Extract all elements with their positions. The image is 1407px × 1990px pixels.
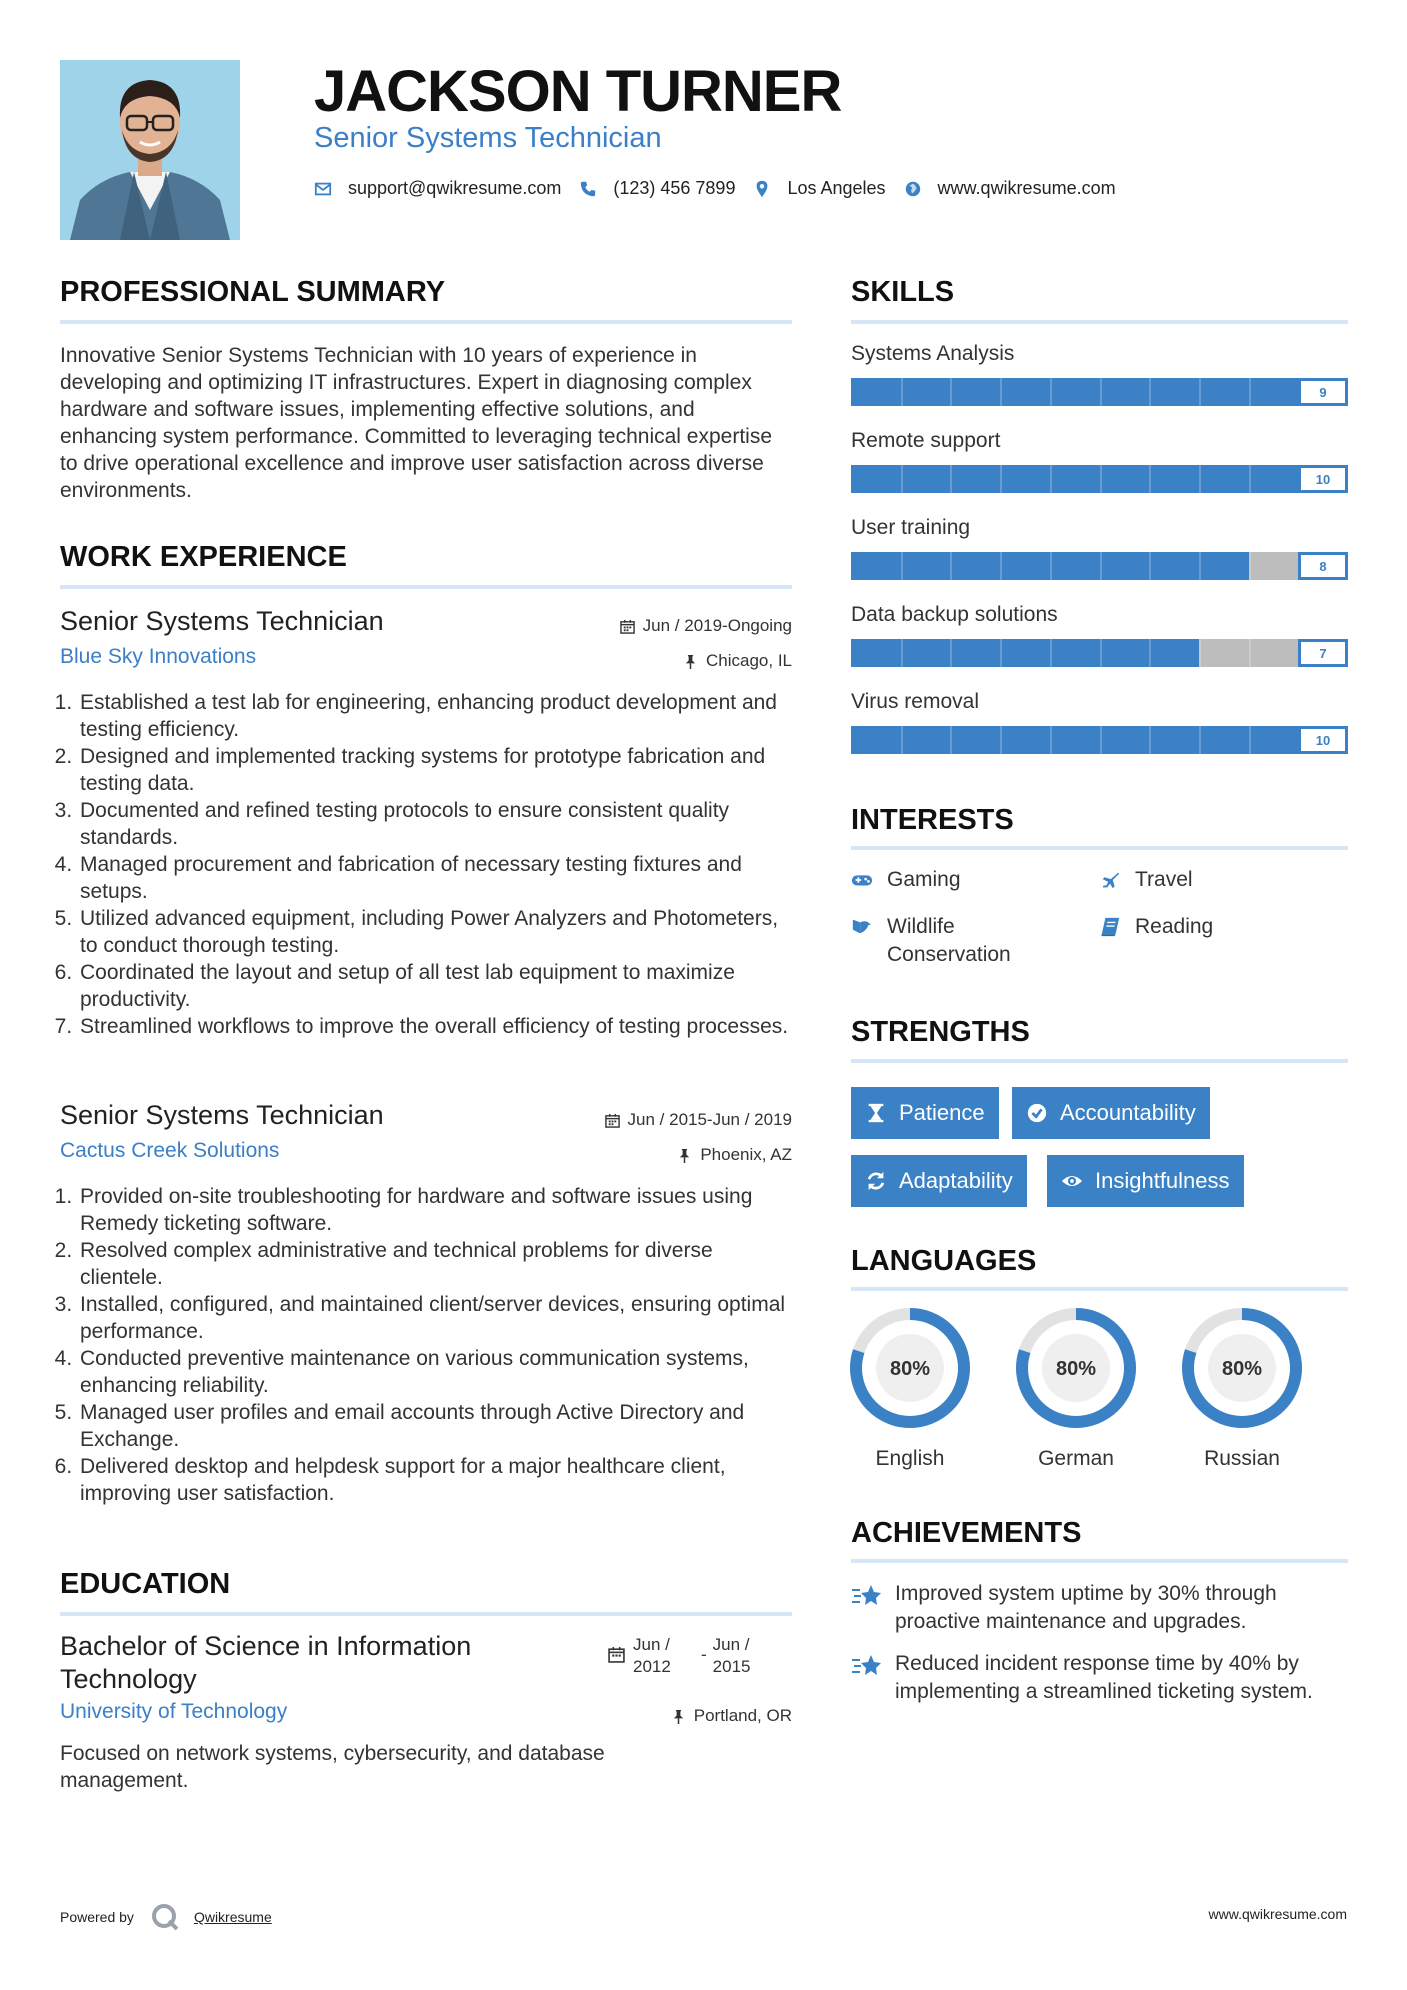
- skill-segment-divider: [1249, 378, 1251, 406]
- language-name: Russian: [1204, 1447, 1280, 1470]
- skill-segment-divider: [1050, 552, 1052, 580]
- duty-item: 5. Utilized advanced equipment, including Power Analyzers and Photometers, to conduct thorough testing.: [78, 905, 792, 959]
- skill-segment-divider: [1149, 378, 1151, 406]
- skills-rule: [851, 320, 1348, 324]
- work-rule: [60, 585, 792, 589]
- candidate-name: JACKSON TURNER: [314, 59, 842, 124]
- duty-item: 1. Established a test lab for engineering, enhancing product development and testing efficiency.: [78, 689, 792, 743]
- job-dates: [620, 616, 792, 636]
- skill-segment-divider: [950, 726, 952, 754]
- skill-segment-divider: [901, 726, 903, 754]
- check-circle-icon: [1026, 1102, 1048, 1124]
- language-percent: 80%: [1055, 1358, 1097, 1380]
- interest-item: [1099, 913, 1213, 941]
- skill-level-fill: [851, 378, 1298, 406]
- job-dates: [605, 1110, 792, 1130]
- contact-phone[interactable]: [579, 178, 735, 199]
- skill-segment-divider: [950, 639, 952, 667]
- work-heading: WORK EXPERIENCE: [60, 541, 347, 573]
- interests-rule: [851, 846, 1348, 850]
- skill-segment-divider: [1249, 726, 1251, 754]
- skill-segment-divider: [1100, 639, 1102, 667]
- skill-segment-divider: [1100, 378, 1102, 406]
- bird-icon: [851, 916, 873, 938]
- job-duties: [78, 1183, 792, 1507]
- achievements-heading: ACHIEVEMENTS: [851, 1517, 1082, 1549]
- eye-icon: [1061, 1170, 1083, 1192]
- education-location: [671, 1706, 792, 1726]
- skill-level-value: 7: [1298, 639, 1348, 667]
- strength-chip: [851, 1155, 1027, 1207]
- book-icon: [1099, 916, 1121, 938]
- achievement-text: Reduced incident response time by 40% by implementing a streamlined ticketing system.: [895, 1652, 1313, 1703]
- email-text: support@qwikresume.com: [348, 178, 562, 198]
- language-ring: [1015, 1307, 1137, 1429]
- skill-segment-divider: [1050, 639, 1052, 667]
- qwikresume-logo-icon: [150, 1902, 180, 1932]
- skill-segment-divider: [1050, 378, 1052, 406]
- skill-segment-divider: [1149, 552, 1151, 580]
- skill-level-fill: [851, 639, 1199, 667]
- skill-segment-divider: [1249, 639, 1251, 667]
- contact-bar: [314, 178, 1134, 199]
- phone-text: (123) 456 7899: [613, 178, 736, 198]
- shooting-star-icon: [851, 1652, 883, 1680]
- language-ring: [849, 1307, 971, 1429]
- skill-name: User training: [851, 516, 971, 539]
- skill-segment-divider: [1000, 552, 1002, 580]
- gamepad-icon: [851, 869, 873, 891]
- skill-segment-divider: [950, 378, 952, 406]
- job-company: Cactus Creek Solutions: [60, 1139, 280, 1162]
- skill-bar: [851, 378, 1348, 406]
- skills-list: [851, 342, 1348, 777]
- skill-segment-divider: [901, 552, 903, 580]
- language-name: English: [875, 1447, 945, 1470]
- strengths-rule: [851, 1059, 1348, 1063]
- skill-bar: [851, 552, 1348, 580]
- strength-label: Adaptability: [899, 1168, 1013, 1193]
- languages-rule: [851, 1287, 1348, 1291]
- skill-segment-divider: [1000, 378, 1002, 406]
- skill-segment-divider: [1000, 465, 1002, 493]
- calendar-icon: [608, 1646, 625, 1663]
- skill-bar: [851, 465, 1348, 493]
- skill-name: Systems Analysis: [851, 342, 1015, 365]
- edu-start-date: Jun / 2012: [633, 1635, 671, 1676]
- language-percent: 80%: [889, 1358, 931, 1380]
- job-dates-text: Jun / 2019-Ongoing: [642, 616, 792, 635]
- job-company: Blue Sky Innovations: [60, 645, 257, 668]
- degree-title: Bachelor of Science in Information Technology: [60, 1631, 472, 1694]
- school-name: University of Technology: [60, 1700, 288, 1723]
- education-dates: [608, 1634, 759, 1678]
- duty-item: 5. Managed user profiles and email accounts through Active Directory and Exchange.: [78, 1399, 792, 1453]
- job-dates-text: Jun / 2015-Jun / 2019: [627, 1110, 792, 1129]
- map-pin-icon: [753, 180, 771, 198]
- language-ring: [1181, 1307, 1303, 1429]
- edu-date-dash: -: [701, 1645, 707, 1664]
- duty-item: 4. Managed procurement and fabrication of necessary testing fixtures and setups.: [78, 851, 792, 905]
- strength-label: Insightfulness: [1095, 1168, 1230, 1193]
- strength-chip: [1047, 1155, 1244, 1207]
- job-title: Senior Systems Technician: [60, 1100, 384, 1130]
- duty-item: 6. Delivered desktop and helpdesk support for a major healthcare client, improving user satisfaction.: [78, 1453, 792, 1507]
- skill-segment-divider: [1249, 465, 1251, 493]
- duty-item: 1. Provided on-site troubleshooting for hardware and software issues using Remedy ticketing software.: [78, 1183, 792, 1237]
- interest-label: Gaming: [887, 868, 961, 891]
- job-title: Senior Systems Technician: [60, 606, 384, 636]
- skill-segment-divider: [1199, 639, 1201, 667]
- summary-heading: PROFESSIONAL SUMMARY: [60, 276, 446, 308]
- interests-heading: INTERESTS: [851, 804, 1014, 836]
- skill-name: Data backup solutions: [851, 603, 1058, 626]
- job-location-text: Chicago, IL: [706, 651, 792, 670]
- strength-label: Accountability: [1060, 1100, 1196, 1125]
- skill-level-value: 9: [1298, 378, 1348, 406]
- education-location-text: Portland, OR: [693, 1706, 792, 1725]
- strength-chip: [851, 1087, 999, 1139]
- skill-item: [851, 342, 1348, 429]
- achievement-text: Improved system uptime by 30% through proactive maintenance and upgrades.: [895, 1582, 1277, 1633]
- skill-segment-divider: [901, 639, 903, 667]
- skill-level-value: 10: [1298, 465, 1348, 493]
- language-item: [849, 1307, 971, 1471]
- qwikresume-link[interactable]: Qwikresume: [193, 1909, 272, 1925]
- interest-label: Wildlife Conservation: [887, 915, 1011, 966]
- education-rule: [60, 1612, 792, 1616]
- skill-segment-divider: [1149, 639, 1151, 667]
- plane-icon: [1099, 869, 1121, 891]
- interest-item: [851, 913, 1051, 969]
- skill-item: [851, 603, 1348, 690]
- skill-segment-divider: [1100, 552, 1102, 580]
- skill-segment-divider: [1050, 465, 1052, 493]
- powered-by-text: Powered by: [60, 1909, 134, 1925]
- achievement-item: [851, 1580, 1348, 1636]
- education-entry: [60, 1630, 792, 1794]
- skill-level-value: 10: [1298, 726, 1348, 754]
- duty-item: 2. Designed and implemented tracking systems for prototype fabrication and testing data.: [78, 743, 792, 797]
- contact-website[interactable]: [904, 178, 1116, 199]
- achievements-rule: [851, 1559, 1348, 1563]
- duty-item: 7. Streamlined workflows to improve the overall efficiency of testing processes.: [78, 1013, 792, 1040]
- skill-segment-divider: [1249, 552, 1251, 580]
- skills-heading: SKILLS: [851, 276, 955, 308]
- strength-chip: [1012, 1087, 1210, 1139]
- skill-segment-divider: [950, 465, 952, 493]
- skill-segment-divider: [1199, 552, 1201, 580]
- location-text: Los Angeles: [787, 178, 886, 198]
- languages-heading: LANGUAGES: [851, 1245, 1037, 1277]
- calendar-icon: [605, 1113, 620, 1128]
- profile-photo: [60, 60, 240, 240]
- skill-segment-divider: [1149, 726, 1151, 754]
- skill-item: [851, 516, 1348, 603]
- strengths-heading: STRENGTHS: [851, 1016, 1030, 1048]
- summary-text: Innovative Senior Systems Technician with 10 years of experience in developing and optimizing IT infrastructures. Expert in diagnosing complex hardware and software issues, implementing effective solutions, and enhancing system performance. Committed to leveraging technical expertise to drive operational excellence and improve user satisfaction across diverse environments.: [60, 344, 773, 502]
- interest-item: [851, 866, 961, 894]
- candidate-title: Senior Systems Technician: [314, 122, 662, 154]
- skill-name: Remote support: [851, 429, 1001, 452]
- skill-segment-divider: [1100, 726, 1102, 754]
- duty-item: 2. Resolved complex administrative and technical problems for diverse clientele.: [78, 1237, 792, 1291]
- language-percent: 80%: [1221, 1358, 1263, 1380]
- skill-segment-divider: [1000, 726, 1002, 754]
- edu-end-date: Jun / 2015: [712, 1635, 751, 1676]
- summary-rule: [60, 320, 792, 324]
- skill-segment-divider: [1199, 378, 1201, 406]
- language-item: [1015, 1307, 1137, 1471]
- skill-segment-divider: [950, 552, 952, 580]
- skill-segment-divider: [901, 465, 903, 493]
- duty-item: 3. Documented and refined testing protocols to ensure consistent quality standards.: [78, 797, 792, 851]
- pushpin-icon: [677, 1148, 692, 1163]
- duty-item: 3. Installed, configured, and maintained client/server devices, ensuring optimal performance.: [78, 1291, 792, 1345]
- language-item: [1181, 1307, 1303, 1471]
- shooting-star-icon: [851, 1582, 883, 1610]
- achievement-item: [851, 1650, 1348, 1706]
- skill-item: [851, 690, 1348, 777]
- education-heading: EDUCATION: [60, 1568, 231, 1600]
- job-location: [683, 651, 792, 671]
- refresh-icon: [865, 1170, 887, 1192]
- interest-label: Reading: [1135, 915, 1214, 938]
- duty-item: 4. Conducted preventive maintenance on various communication systems, enhancing reliability.: [78, 1345, 792, 1399]
- contact-location: [753, 178, 885, 199]
- skill-segment-divider: [1149, 465, 1151, 493]
- calendar-icon: [620, 619, 635, 634]
- pushpin-icon: [683, 654, 698, 669]
- website-text: www.qwikresume.com: [937, 178, 1116, 198]
- skill-segment-divider: [1199, 726, 1201, 754]
- language-name: German: [1038, 1447, 1114, 1470]
- interest-item: [1099, 866, 1193, 894]
- interest-label: Travel: [1135, 868, 1193, 891]
- footer-url[interactable]: www.qwikresume.com: [1208, 1906, 1347, 1922]
- footer-branding: [60, 1902, 272, 1932]
- job-location-text: Phoenix, AZ: [700, 1145, 792, 1164]
- skill-bar: [851, 639, 1348, 667]
- phone-icon: [579, 180, 597, 198]
- skill-segment-divider: [1199, 465, 1201, 493]
- skill-name: Virus removal: [851, 690, 979, 713]
- skill-segment-divider: [1000, 639, 1002, 667]
- job-entry: [60, 606, 792, 1040]
- skill-bar: [851, 726, 1348, 754]
- skill-segment-divider: [901, 378, 903, 406]
- skill-segment-divider: [1050, 726, 1052, 754]
- contact-email[interactable]: [314, 178, 561, 199]
- envelope-icon: [314, 180, 332, 198]
- skill-item: [851, 429, 1348, 516]
- job-duties: [78, 689, 792, 1040]
- duty-item: 6. Coordinated the layout and setup of all test lab equipment to maximize productivity.: [78, 959, 792, 1013]
- globe-icon: [904, 180, 922, 198]
- hourglass-icon: [865, 1102, 887, 1124]
- skill-level-value: 8: [1298, 552, 1348, 580]
- pushpin-icon: [671, 1709, 686, 1724]
- job-location: [677, 1145, 792, 1165]
- education-description: Focused on network systems, cybersecurity, and database management.: [60, 1742, 605, 1792]
- strength-label: Patience: [899, 1100, 985, 1125]
- skill-segment-divider: [1100, 465, 1102, 493]
- job-entry: [60, 1100, 792, 1507]
